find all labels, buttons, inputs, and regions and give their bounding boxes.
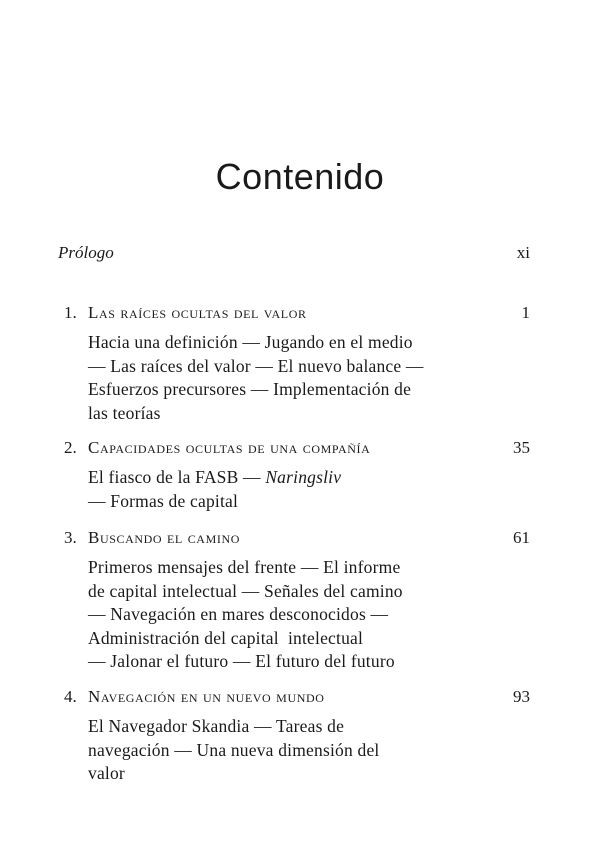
summary-line: valor bbox=[88, 763, 125, 783]
page-title: Contenido bbox=[215, 156, 385, 198]
toc-entry-prologue bbox=[58, 243, 530, 263]
chapter-summary bbox=[88, 466, 503, 513]
chapter-title: Capacidades ocultas de una compañía bbox=[88, 438, 371, 457]
chapter-title: Navegación en un nuevo mundo bbox=[88, 687, 325, 706]
toc-entry-chapter-2 bbox=[64, 438, 530, 513]
prologue-page-number: xi bbox=[516, 243, 530, 262]
chapter-heading bbox=[64, 528, 530, 554]
prologue-label: Prólogo bbox=[58, 243, 114, 262]
summary-line: — Las raíces del valor — El nuevo balance — bbox=[88, 355, 424, 376]
chapter-summary bbox=[88, 331, 503, 425]
summary-line: navegación — Una nueva dimensión del bbox=[88, 739, 380, 760]
summary-line: Esfuerzos precursores — Implementación de bbox=[88, 379, 412, 399]
summary-line: — Navegación en mares desconocidos — bbox=[88, 604, 389, 624]
chapter-title: Las raíces ocultas del valor bbox=[88, 303, 307, 322]
summary-line: Administración del capital intelectual bbox=[88, 627, 364, 648]
toc-entry-chapter-4 bbox=[64, 687, 530, 786]
chapter-title: Buscando el camino bbox=[88, 528, 240, 547]
toc-entry-chapter-1 bbox=[64, 303, 530, 425]
summary-line: — Formas de capital bbox=[88, 490, 239, 511]
chapter-heading bbox=[64, 687, 530, 713]
chapter-heading bbox=[64, 303, 530, 329]
summary-line: — Jalonar el futuro — El futuro del futuro bbox=[88, 651, 395, 671]
summary-line: Primeros mensajes del frente — El informe bbox=[88, 557, 401, 577]
summary-line bbox=[88, 466, 503, 490]
chapter-number: 3. bbox=[64, 528, 77, 547]
summary-line: El Navegador Skandia — Tareas de bbox=[88, 716, 345, 736]
summary-line: las teorías bbox=[88, 402, 161, 423]
chapter-summary bbox=[88, 556, 503, 674]
summary-line: Hacia una definición — Jugando en el medio bbox=[88, 332, 413, 352]
chapter-page-number: 93 bbox=[513, 687, 530, 706]
chapter-heading bbox=[64, 438, 530, 464]
toc-entry-chapter-3 bbox=[64, 528, 530, 674]
chapter-number: 1. bbox=[64, 303, 77, 322]
chapter-page-number: 1 bbox=[521, 303, 530, 322]
chapter-number: 2. bbox=[64, 438, 77, 457]
summary-text: El fiasco de la FASB — bbox=[88, 467, 266, 487]
chapter-page-number: 61 bbox=[513, 528, 530, 547]
summary-italic-term: Naringsliv bbox=[265, 467, 342, 487]
chapter-page-number: 35 bbox=[513, 438, 530, 457]
chapter-summary bbox=[88, 715, 503, 786]
chapter-number: 4. bbox=[64, 687, 77, 706]
summary-line: de capital intelectual — Señales del camino bbox=[88, 580, 403, 601]
